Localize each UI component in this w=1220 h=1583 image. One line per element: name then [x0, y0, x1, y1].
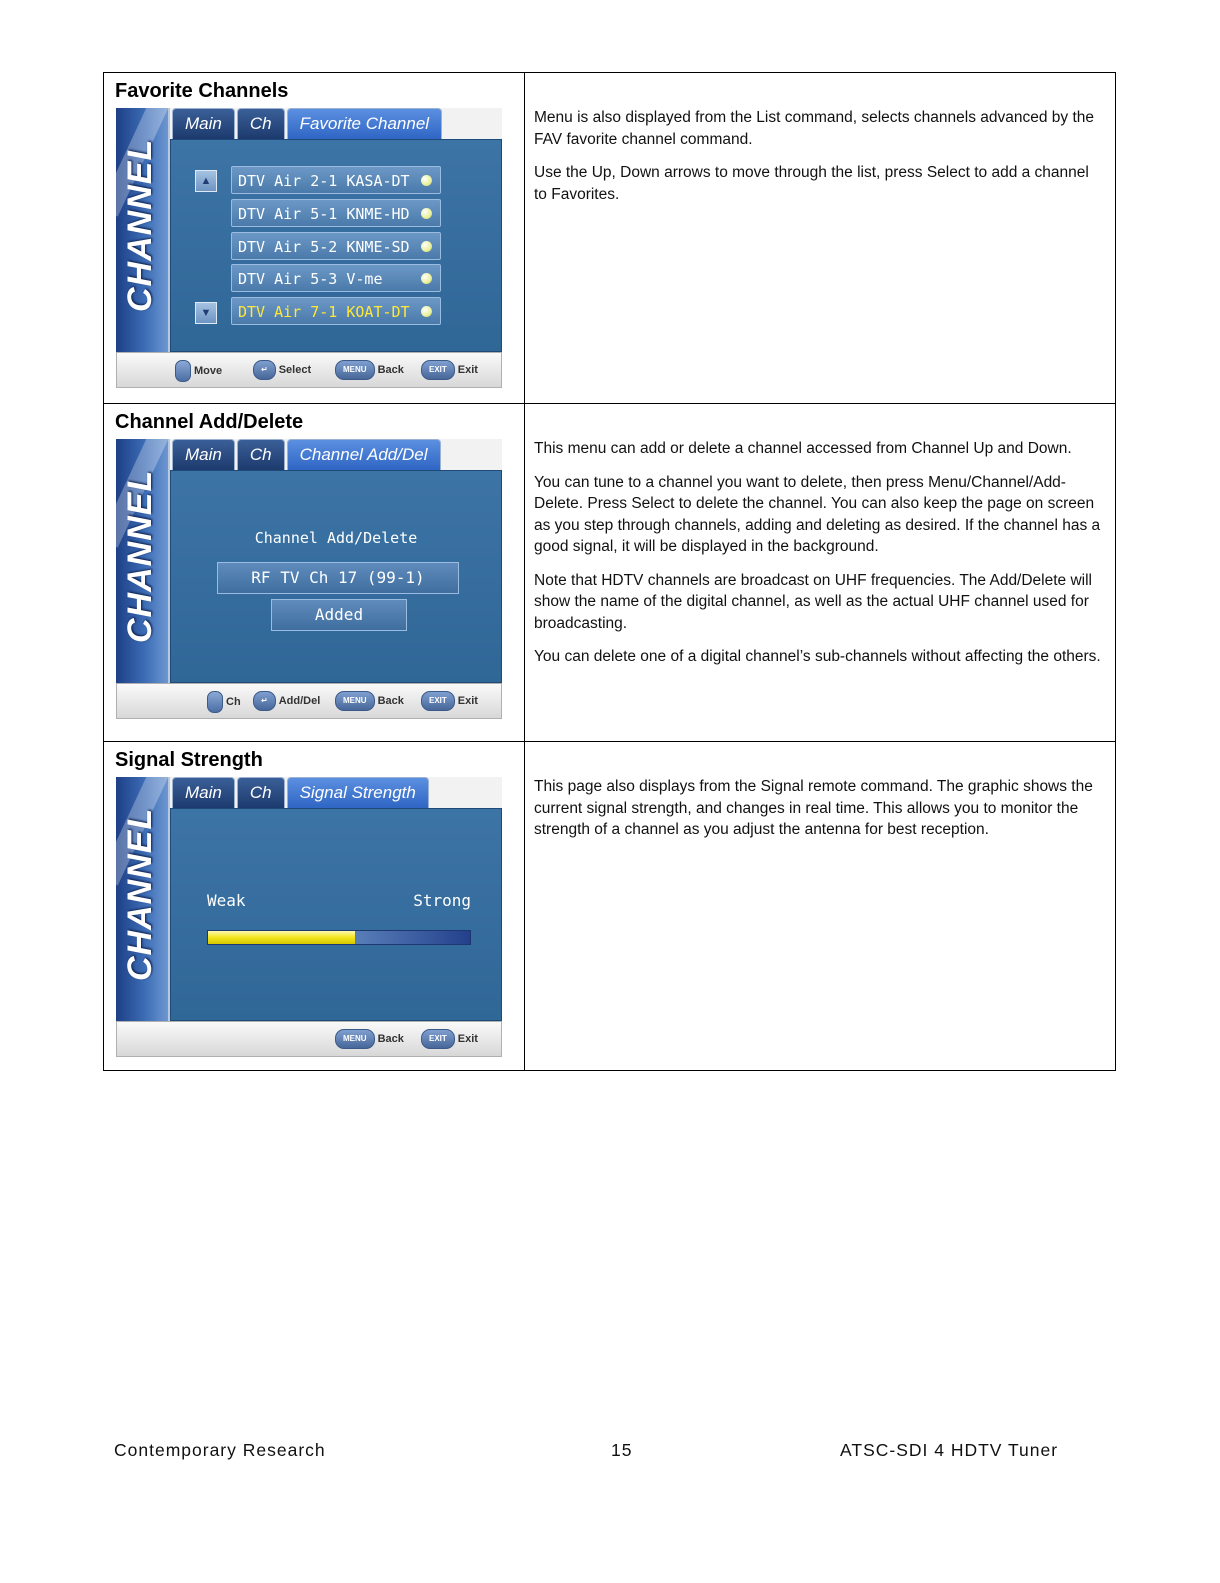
favorite-list-panel [170, 139, 502, 352]
tv-menu-favorite [116, 108, 502, 388]
exit-key-icon: EXIT [421, 691, 455, 711]
menu-key-icon: MENU [335, 360, 375, 380]
list-item[interactable] [231, 264, 441, 292]
hint-exit-label: Exit [457, 364, 478, 376]
footer-product: ATSC-SDI 4 HDTV Tuner [840, 1440, 1059, 1460]
paragraph: Menu is also displayed from the List command, selects channels advanced by the FAV favorite channel command. [534, 109, 1095, 148]
tab-signal-strength[interactable]: Signal Strength [287, 777, 429, 808]
menu-tabs [172, 777, 431, 809]
hint-move [175, 360, 222, 382]
section-title-favorite: Favorite Channels [115, 80, 289, 102]
hint-ch [207, 691, 241, 713]
status-badge[interactable]: Added [271, 599, 407, 631]
adddel-panel [170, 470, 502, 683]
enter-key-icon: ↵ [253, 691, 276, 711]
tab-ch[interactable]: Ch [237, 777, 285, 808]
hint-select-label: Select [278, 364, 312, 376]
channel-side-banner [116, 439, 170, 683]
section-title-signal: Signal Strength [115, 749, 263, 771]
hint-exit [421, 691, 478, 711]
list-item-label: DTV Air 5-1 KNME-HD [238, 205, 410, 223]
adddel-heading: Channel Add/Delete [254, 529, 418, 547]
side-label: CHANNEL [121, 807, 159, 981]
hint-adddel-label: Add/Del [278, 695, 321, 707]
cell-favorite-right [525, 73, 1116, 404]
channel-display: RF TV Ch 17 (99-1) [217, 562, 459, 594]
hint-select [253, 360, 311, 380]
side-label: CHANNEL [121, 138, 159, 312]
cell-adddel-left [104, 404, 525, 742]
exit-key-icon: EXIT [421, 360, 455, 380]
menu-key-icon: MENU [335, 1029, 375, 1049]
signal-meter [207, 930, 471, 945]
paragraph: You can delete one of a digital channel’s sub-channels without affecting the others. [534, 648, 1101, 665]
paragraph: Use the Up, Down arrows to move through the list, press Select to add a channel to Favorites. [534, 164, 1089, 203]
cell-adddel-right [525, 404, 1116, 742]
weak-label: Weak [207, 891, 246, 910]
list-item-label: DTV Air 5-2 KNME-SD [238, 238, 410, 256]
hint-exit [421, 360, 478, 380]
section-title-adddel: Channel Add/Delete [115, 411, 304, 433]
hint-back [335, 1029, 404, 1049]
side-label: CHANNEL [121, 469, 159, 643]
tv-footer-hints [116, 1021, 502, 1057]
channel-side-banner [116, 777, 170, 1021]
hint-move-label: Move [194, 365, 223, 377]
tv-menu-signal [116, 777, 502, 1057]
scroll-up-icon[interactable]: ▲ [195, 170, 217, 192]
list-item-selected[interactable] [231, 297, 441, 325]
updown-pad-icon [175, 360, 191, 382]
favorite-dot-icon [421, 175, 432, 186]
scroll-down-icon[interactable]: ▼ [195, 302, 217, 324]
list-item-label: DTV Air 5-3 V-me [238, 270, 383, 288]
row-signal-strength [104, 742, 1116, 1071]
cell-signal-left [104, 742, 525, 1071]
feature-table [103, 72, 1116, 1071]
signal-meter-fill [208, 931, 355, 944]
paragraph: You can tune to a channel you want to delete, then press Menu/Channel/Add-Delete. Press Select to delete the channel. You can also keep the page on screen as you step through channels, adding and deleting as desired. If the channel has a good signal, it will be displayed in the background. [534, 473, 1101, 555]
list-item[interactable] [231, 199, 441, 227]
list-item-label: DTV Air 2-1 KASA-DT [238, 172, 410, 190]
paragraph: Note that HDTV channels are broadcast on UHF frequencies. The Add/Delete will show the name of the digital channel, as well as the actual UHF channel used for broadcasting. [534, 571, 1092, 632]
hint-exit-label: Exit [457, 1033, 478, 1045]
hint-back-label: Back [377, 364, 404, 376]
menu-tabs [172, 439, 443, 471]
menu-tabs [172, 108, 444, 140]
row-favorite-channels [104, 73, 1116, 404]
tv-footer-hints [116, 352, 502, 388]
menu-key-icon: MENU [335, 691, 375, 711]
favorite-dot-icon [421, 208, 432, 219]
tab-main[interactable]: Main [172, 439, 235, 470]
tab-main[interactable]: Main [172, 777, 235, 808]
hint-ch-label: Ch [226, 696, 241, 708]
list-item[interactable] [231, 232, 441, 260]
tab-main[interactable]: Main [172, 108, 235, 139]
tab-ch[interactable]: Ch [237, 108, 285, 139]
hint-adddel [253, 691, 320, 711]
footer-company: Contemporary Research [114, 1440, 326, 1460]
tab-favorite-channel[interactable]: Favorite Channel [287, 108, 442, 139]
enter-key-icon: ↵ [253, 360, 276, 380]
signal-panel [170, 808, 502, 1021]
tab-channel-add-del[interactable]: Channel Add/Del [287, 439, 441, 470]
list-item-label: DTV Air 7-1 KOAT-DT [238, 303, 410, 321]
list-item[interactable] [231, 166, 441, 194]
hint-exit-label: Exit [457, 695, 478, 707]
hint-back-label: Back [377, 1033, 404, 1045]
hint-back-label: Back [377, 695, 404, 707]
strong-label: Strong [413, 891, 471, 910]
hint-back [335, 691, 404, 711]
paragraph: This page also displays from the Signal remote command. The graphic shows the current signal strength, and changes in real time. This allows you to monitor the strength of a channel as you adjust the antenna for best reception. [534, 778, 1093, 838]
footer-page-number: 15 [611, 1440, 633, 1460]
exit-key-icon: EXIT [421, 1029, 455, 1049]
tv-menu-adddel [116, 439, 502, 719]
favorite-dot-icon [421, 273, 432, 284]
updown-pad-icon [207, 691, 223, 713]
cell-signal-right [525, 742, 1116, 1071]
cell-favorite-left [104, 73, 525, 404]
tv-footer-hints [116, 683, 502, 719]
favorite-dot-icon [421, 306, 432, 317]
channel-side-banner [116, 108, 170, 352]
row-channel-add-delete [104, 404, 1116, 742]
tab-ch[interactable]: Ch [237, 439, 285, 470]
favorite-dot-icon [421, 241, 432, 252]
paragraph: This menu can add or delete a channel accessed from Channel Up and Down. [534, 440, 1072, 457]
hint-back [335, 360, 404, 380]
hint-exit [421, 1029, 478, 1049]
